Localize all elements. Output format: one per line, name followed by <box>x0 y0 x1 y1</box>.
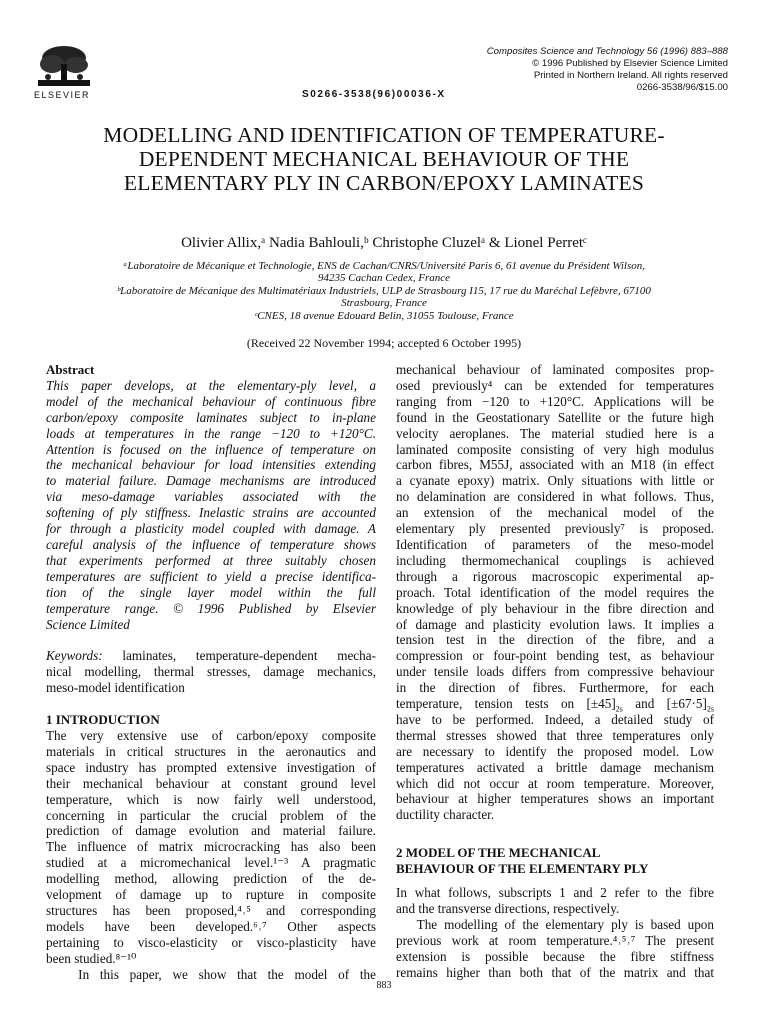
body-line: no delamination are considered in what follows. Thus, <box>396 489 714 505</box>
body-line: which did not occur at room temperature. Moreover, <box>396 775 714 791</box>
intro-line: structures has been proposed,⁴˒⁵ and corresponding <box>46 903 376 918</box>
abstract-line: temperature range. © 1996 Published by Elsevier <box>46 600 376 616</box>
affiliation-line: ᵇLaboratoire de Mécanique des Multimatériaux Industriels, ULP de Strasbourg I15, 17 rue du Maréchal Lefèbvre, 67100 <box>117 284 651 297</box>
keywords-line: nical modelling, thermal stresses, damage mechanics, <box>46 664 376 680</box>
abstract-line: the mechanical behaviour for load intensities extending <box>46 457 376 473</box>
body-line: under tensile loads differs from compressive behaviour <box>396 664 714 680</box>
affiliation-line: 94235 Cachan Cedex, France <box>318 272 450 285</box>
body-line: mechanical behaviour of laminated composites prop- <box>396 362 714 377</box>
abstract-line: loads at temperatures in the range −120 to +120°C. <box>46 425 376 441</box>
intro-line: materials in critical structures in the aeronautics and <box>46 743 376 759</box>
body-line: a cyanate epoxy) matrix. Only situations with little or <box>396 473 714 489</box>
title-line: ELEMENTARY PLY IN CARBON/EPOXY LAMINATES <box>123 171 645 195</box>
abstract-line: to material failure. Damage mechanisms are introduced <box>46 473 376 489</box>
body-line: behaviour at higher temperatures shows an important <box>396 791 714 807</box>
body-line: ranging from −120 to +120°C. Applications will be <box>396 393 714 409</box>
body-line: laminated composite consisting of very high modulus <box>396 441 714 457</box>
abstract-line: tion of the single layer model within the full <box>46 584 376 600</box>
intro-line: space industry has prompted extensive investigation of <box>46 759 376 775</box>
body-line: and the transverse directions, respectively. <box>396 901 620 916</box>
affiliation-line: ᵃLaboratoire de Mécanique et Technologie, ENS de Cachan/CNRS/Université Paris 6, 61 avenue du Président Wilson, <box>122 260 646 272</box>
body-line: found in the Geostationary Satellite or the future high <box>396 409 714 425</box>
body-line: of damage and plasticity evolution laws. It implies a <box>396 616 714 632</box>
page-number: 883 <box>376 980 392 991</box>
title-line: DEPENDENT MECHANICAL BEHAVIOUR OF THE <box>138 147 630 171</box>
body-line: through a rigorous macroscopic experimental ap- <box>396 568 714 584</box>
body-line: velocity aeroplanes. The material studied here is a <box>396 425 714 441</box>
body-line: knowledge of ply behaviour in the fibre direction and <box>396 600 714 616</box>
intro-line: temperature, which is now fairly well understood, <box>46 791 376 807</box>
body-line: temperatures activated a brittle damage mechanism <box>396 759 714 775</box>
body-line: carbon fibres, M55J, associated with an M18 (in effect <box>396 457 714 473</box>
keywords-label: Keywords: <box>46 648 103 664</box>
body-line: The modelling of the elementary ply is based upon <box>396 916 714 932</box>
intro-line: In this paper, we show that the model of the <box>46 966 376 982</box>
publisher-name: ELSEVIER <box>34 90 91 100</box>
tension-subscript: 2s <box>615 704 623 712</box>
body-line: previous work at room temperature.⁴˒⁵˒⁷ The present <box>396 932 714 948</box>
tension-subscript: 2s <box>706 704 714 712</box>
body-line: remains higher than both that of the matrix and that <box>396 964 714 980</box>
abstract-line: careful analysis of the influence of temperature shows <box>46 536 376 552</box>
body-line: proach. Total identification of the model requires the <box>396 584 714 600</box>
body-line: are necessary to identify the proposed model. Low <box>396 743 714 759</box>
printed-line: Printed in Northern Ireland. All rights reserved <box>533 70 728 81</box>
paper-title <box>20 123 748 195</box>
intro-line: their mechanical behaviour at constant ground level <box>46 775 376 791</box>
keywords-line <box>46 648 376 664</box>
affiliation-line: Strasbourg, France <box>341 297 427 310</box>
section-heading-model <box>396 845 714 877</box>
section-heading-introduction: 1 INTRODUCTION <box>46 712 160 728</box>
intro-line: concerning in particular the crucial problem of the <box>46 807 376 823</box>
body-line: thermal stresses showed that three temperatures only <box>396 727 714 743</box>
abstract-line: Attention is focused on the influence of temperature on <box>46 441 376 457</box>
body-line: extension is possible because the fibre stiffness <box>396 948 714 964</box>
body-line-tension-tests <box>396 696 714 712</box>
section-heading-line: 2 MODEL OF THE MECHANICAL <box>396 845 601 861</box>
body-line: elementary ply presented previously⁷ is proposed. <box>396 521 714 537</box>
abstract-line: Science Limited <box>46 616 130 632</box>
keywords-line: meso-model identification <box>46 680 185 696</box>
title-line: MODELLING AND IDENTIFICATION OF TEMPERATURE- <box>103 123 665 147</box>
elsevier-tree-logo <box>34 44 94 88</box>
right-column <box>396 362 714 981</box>
body-line: including thermomechanical couplings is achieved <box>396 552 714 568</box>
abstract-line: carbon/epoxy composite laminates subject to in-plane <box>46 409 376 425</box>
left-column <box>46 362 376 983</box>
body-line: In what follows, subscripts 1 and 2 refer to the fibre <box>396 885 714 901</box>
keywords-text: laminates, temperature-dependent mecha- <box>102 648 376 664</box>
intro-line: pertaining to visco-elasticity or visco-plasticity have <box>46 934 376 950</box>
publication-info <box>398 46 728 94</box>
intro-line: been studied.⁸⁻¹⁰ <box>46 950 137 966</box>
body-line: osed previously⁴ can be extended for temperatures <box>396 377 714 393</box>
intro-line: The very extensive use of carbon/epoxy composite <box>46 728 376 744</box>
article-code: S0266-3538(96)00036-X <box>302 89 446 100</box>
body-line: tension test in the direction of the fibre, and a <box>396 632 714 648</box>
abstract-line: This paper develops, at the elementary-ply level, a <box>46 377 376 393</box>
received-dates: (Received 22 November 1994; accepted 6 October 1995) <box>246 336 522 350</box>
abstract-line: softening of ply stiffness. Inelastic strains are accounted <box>46 505 376 521</box>
body-line: in the direction of fibres. Furthermore, for each <box>396 680 714 696</box>
intro-line: studied at a micromechanical level.¹⁻³ A pragmatic <box>46 855 376 871</box>
body-line: compression or four-point bending test, as behaviour <box>396 648 714 664</box>
abstract-heading: Abstract <box>46 362 95 377</box>
issn-line: 0266-3538/96/$15.00 <box>636 82 728 93</box>
intro-line: velopment of damage up to rupture in composite <box>46 887 376 903</box>
intro-line: modelling method, allowing prediction of the de- <box>46 871 376 887</box>
intro-line: prediction of damage evolution and material failure. <box>46 823 376 839</box>
abstract-line: for through a plasticity model coupled with damage. A <box>46 521 376 537</box>
abstract-line: that experiments performed at three suitably chosen <box>46 552 376 568</box>
copyright-line: © 1996 Published by Elsevier Science Limited <box>532 58 728 69</box>
body-line: an extension of the mechanical model of the <box>396 505 714 521</box>
affiliation-line: ᶜCNES, 18 avenue Edouard Belin, 31055 Toulouse, France <box>254 309 514 322</box>
tension-prefix: temperature, tension tests on [±45] <box>396 696 616 712</box>
abstract-line: model of the mechanical behaviour of continuous fibre <box>46 393 376 409</box>
intro-line: models have been developed.⁶˒⁷ Other aspects <box>46 918 376 934</box>
tension-mid: and [±67·5] <box>622 696 707 712</box>
section-heading-line: BEHAVIOUR OF THE ELEMENTARY PLY <box>396 861 649 877</box>
body-line: have to be performed. Indeed, a detailed study of <box>396 711 714 727</box>
affiliations <box>40 260 728 322</box>
journal-citation: Composites Science and Technology 56 (1996) 883–888 <box>486 46 728 57</box>
intro-line: The influence of matrix microcracking has also been <box>46 839 376 855</box>
author-list: Olivier Allix,ᵃ Nadia Bahlouli,ᵇ Christophe Cluzelᵃ & Lionel Perretᶜ <box>181 235 587 251</box>
body-line: ductility character. <box>396 807 495 823</box>
abstract-line: via meso-damage variables associated with the <box>46 489 376 505</box>
abstract-line: temperatures are sufficient to yield a precise identifica- <box>46 568 376 584</box>
body-line: Identification of parameters of the meso-model <box>396 536 714 552</box>
